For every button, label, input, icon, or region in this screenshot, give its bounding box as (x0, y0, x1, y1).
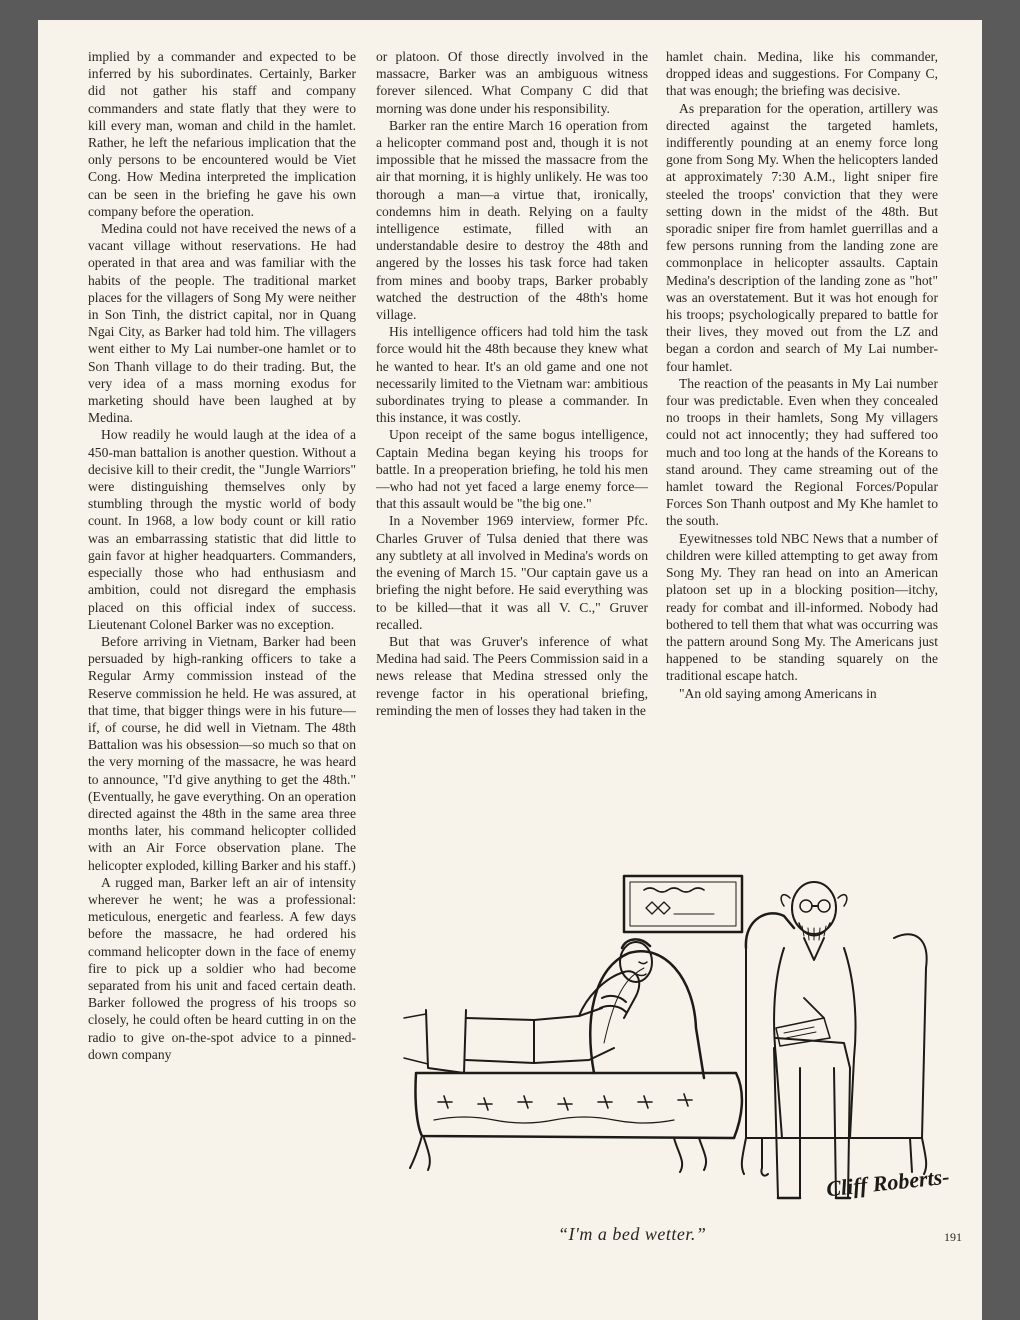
paragraph: But that was Gruver's inference of what Medina had said. The Peers Commission said in a news release that Medina stressed only the revenge factor in his operational briefing, reminding the men of losses they had taken in the (376, 633, 648, 718)
page-number: 191 (944, 1230, 962, 1244)
artist-signature: Cliff Roberts- (824, 1163, 951, 1202)
paragraph: Eyewitnesses told NBC News that a number of children were killed attempting to get away from Song My. They ran head on into an American platoon set up in a blocking position—itchy, ready for combat and ill-informed. Nobody had bothered to tell them that what was occurring was the pattern around Song My. The Americans just happened to be standing squarely on the traditional escape hatch. (666, 530, 938, 684)
text-column-2 (376, 48, 648, 719)
paragraph: In a November 1969 interview, former Pfc. Charles Gruver of Tulsa denied that there was any subtlety at all involved in Medina's words on the evening of March 15. "Our captain gave us a briefing the night before. He said everything was to be killed—that it was all V. C.," Gruver recalled. (376, 513, 648, 632)
reclining-patient (404, 939, 652, 1073)
paragraph: Medina could not have received the news of a vacant village without reservations. He had operated in that area and was familiar with the habits of the people. The traditional market places for the villagers of Song My were neither in Son Tinh, the district capital, nor in Quang Ngai City, as Barker had told him. The villagers went either to My Lai number-one hamlet or to Son Thanh village to do their trading. But, the very idea of a mass morning exodus for marketing should have been laughed at by Medina. (88, 221, 356, 426)
paragraph: "An old saying among Americans in (679, 685, 877, 701)
paragraph: As preparation for the operation, artillery was directed against the targeted hamlets, indifferently pounding at an enemy force long gone from Song My. When the helicopters landed at approximately 7:30 A.M., light sniper fire steeled the troops' conviction that they were setting down in the midst of the 48th. But sporadic sniper fire from hamlet guerrillas and a few persons running from the landing zone are commonplace in helicopter assaults. Captain Medina's description of the landing zone as "hot" was an overstatement. But it was hot enough for his troops; psychologically prepared to battle for their lives, they moved out from the LZ and began a cordon and search of My Lai number-four hamlet. (666, 100, 938, 374)
psychiatrist (774, 882, 856, 1198)
diploma-frame (624, 876, 742, 932)
paragraph: implied by a commander and expected to be inferred by his subordinates. Certainly, Barker did not gather his staff and company commanders and state flatly that they were to kill every man, woman and child in the hamlet. Rather, he left the nefarious implication that the only persons to be encountered would be Viet Cong. How Medina interpreted the implication can be seen in the briefing he gave his own company before the operation. (88, 49, 356, 219)
paragraph: How readily he would laugh at the idea of a 450-man battalion is another question. Without a decisive kill to their credit, the "Jungle Warriors" were distinguishing themselves only by stumbling through the mystic world of body count. In 1968, a low body count or kill ratio was an embarrassing statistic that did little to gain favor at higher headquarters. Commanders, especially those who had enthusiasm and ambition, could not disregard the emphasis placed on this official index of success. Lieutenant Colonel Barker was no exception. (88, 427, 356, 632)
paragraph: The reaction of the peasants in My Lai number four was predictable. Even when they concealed no troops in their hamlets, Song My villagers could not act innocently; they had suffered too much and too long at the hands of the Koreans to stand around. They came streaming out of the hamlet toward the Regional Forces/Popular Forces Son Thanh outpost and My Khe hamlet to the south. (666, 375, 938, 529)
cartoon-caption: “I'm a bed wetter.” (558, 1224, 707, 1244)
paragraph: Before arriving in Vietnam, Barker had been persuaded by high-ranking officers to take a Regular Army commission instead of the Reserve commission he held. He was assured, at that time, that bigger things were in his future—if, of course, he did well in Vietnam. The 48th Battalion was his obsession—so much so that on the very morning of the massacre, he was heard to announce, "I'd give anything to get the 48th." (Eventually, he gave everything. On an operation directed against the 48th in the same area three months later, his command helicopter collided with an Air Force observation plane. The helicopter exploded, killing Barker and his staff.) (88, 633, 356, 873)
text-column-3 (666, 48, 938, 702)
paragraph: A rugged man, Barker left an air of intensity wherever he went; he was a professional: meticulous, energetic and fearless. A few days before the massacre, he had ordered his command helicopter down in the face of enemy fire to pick up a soldier who had become separated from his unit and faced certain death. Barker followed the progress of his troops so closely, he could often be heard cutting in on the radio to give on-the-spot advice to a pinned-down company (88, 874, 356, 1062)
cartoon-illustration (374, 868, 948, 1208)
text-column-1 (88, 48, 356, 1063)
paragraph: hamlet chain. Medina, like his commander, dropped ideas and suggestions. For Company C, that was enough; the briefing was decisive. (666, 49, 938, 99)
paragraph: Upon receipt of the same bogus intelligence, Captain Medina began keying his troops for battle. In a preoperation briefing, he told his men—who had not yet faced a large enemy force—that this assault would be "the big one." (376, 427, 648, 512)
paragraph: Barker ran the entire March 16 operation from a helicopter command post and, though it is not impossible that he missed the massacre from the air that morning, it is highly unlikely. He was too thorough a man—a virtue that, ironically, condemns him in death. Relying on a faulty intelligence estimate, filled with an understandable desire to destroy the 48th and angered by the losses his task force had taken from mines and booby traps, Barker probably watched the destruction of the 48th's home village. (376, 117, 648, 323)
paragraph: or platoon. Of those directly involved in the massacre, Barker was an ambiguous witness forever silenced. What Company C did that morning was done under his responsibility. (376, 49, 648, 116)
magazine-page (38, 20, 982, 1320)
paragraph: His intelligence officers had told him the task force would hit the 48th because they knew what he wanted to hear. It's an old game and one not necessarily limited to the Vietnam war: ambitious subordinates trying to please a commander. In this instance, it was costly. (376, 324, 648, 426)
